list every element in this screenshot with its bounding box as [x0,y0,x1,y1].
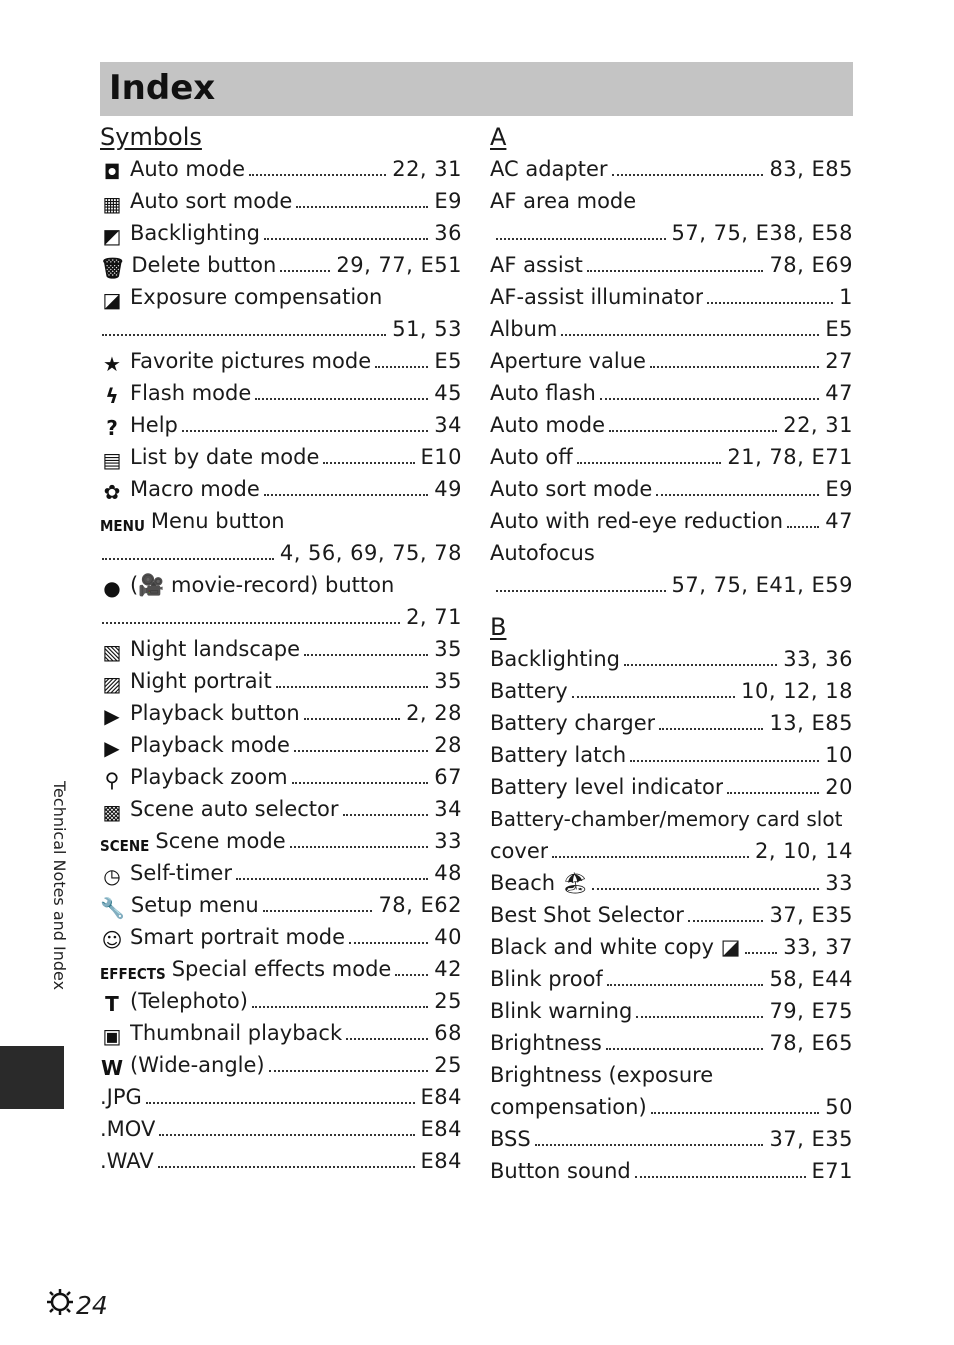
trash-icon: 🗑 [100,256,126,280]
index-entry [100,409,462,441]
index-term: Smart portrait mode [130,925,346,949]
night-portrait-icon: ▨ [102,672,122,696]
dot-leader [158,1165,415,1168]
page-references[interactable]: 57, 75, E38, E58 [671,221,853,245]
index-entry [490,1155,853,1187]
page-references[interactable]: 37, E35 [769,903,853,927]
index-term: (Wide-angle) [130,1053,265,1077]
dot-leader [296,205,428,208]
page-references[interactable]: 83, E85 [769,157,853,181]
index-entry [100,1113,462,1145]
page-references[interactable]: 51, 53 [392,317,462,341]
index-entry [100,793,462,825]
self-timer-icon: ◷ [103,864,121,888]
index-entry [490,835,853,867]
index-term: Thumbnail playback [130,1021,343,1045]
dot-leader [146,1101,415,1104]
dot-leader [561,333,819,336]
index-term: Playback zoom [130,765,288,789]
index-entry [490,1027,853,1059]
index-entry [490,707,853,739]
index-entry [100,1049,462,1081]
night-landscape-icon: ▧ [102,640,122,664]
index-term: (Telephoto) [130,989,248,1013]
playback-icon: ▶ [104,736,120,760]
index-entry [490,675,853,707]
index-term: Brightness (exposure [490,1063,714,1087]
index-entry [490,153,853,185]
section-heading-symbols: Symbols [100,123,202,151]
smile-face-icon: ☺ [101,928,123,952]
dot-leader [249,173,386,176]
index-term: AF area mode [490,189,637,213]
page-references[interactable]: 34 [434,413,462,437]
dot-leader [395,973,428,976]
page-references[interactable]: E9 [825,477,853,501]
index-term: Playback button [130,701,300,725]
index-term: Auto mode [490,413,605,437]
auto-sort-icon: ▦ [102,192,122,216]
a-entry-list [490,153,853,601]
page-references[interactable]: 47 [825,509,853,533]
technical-notes-icon [46,1288,74,1322]
dot-leader [276,685,429,688]
dot-leader [612,173,764,176]
index-entry [490,867,853,899]
dot-leader [656,493,819,496]
index-term: Menu button [150,509,285,533]
index-term: BSS [490,1127,531,1151]
index-term: Macro mode [130,477,260,501]
index-entry [490,739,853,771]
section-heading-b: B [490,613,507,641]
index-entry [490,377,853,409]
page-references[interactable]: 20 [825,775,853,799]
index-entry [490,1123,853,1155]
flash-icon: ϟ [105,384,119,408]
dot-leader [636,1015,763,1018]
page-references[interactable]: 25 [434,989,462,1013]
dot-leader [609,429,777,432]
index-column-right [490,121,853,1187]
dot-leader [592,887,819,890]
index-entry [100,569,462,601]
help-icon: ? [106,416,118,440]
index-entry [100,729,462,761]
index-entry [490,345,853,377]
page-references[interactable]: 33 [434,829,462,853]
dot-leader [290,845,429,848]
index-entry [490,643,853,675]
index-term: Flash mode [130,381,252,405]
page-references[interactable]: 10 [825,743,853,767]
playback-icon: ▶ [104,704,120,728]
index-entry [100,601,462,633]
index-entry [100,857,462,889]
index-term: Setup menu [130,893,259,917]
page-references[interactable]: 78, E69 [769,253,853,277]
index-term: Brightness [490,1031,602,1055]
index-term: Self-timer [130,861,232,885]
dot-leader [159,1133,414,1136]
macro-flower-icon: ✿ [103,480,121,504]
section-heading-a: A [490,123,507,151]
dot-leader [323,461,414,464]
index-term: AF-assist illuminator [490,285,704,309]
page-references[interactable]: E71 [811,1159,853,1183]
dot-leader [606,1047,764,1050]
dot-leader [102,333,386,336]
list-by-date-icon: ▤ [102,448,122,472]
page-references[interactable]: 34 [434,797,462,821]
index-entry [490,537,853,569]
page-number: 24 [76,1290,108,1320]
index-entry [490,505,853,537]
exposure-compensation-icon: ◪ [102,288,122,312]
page-references[interactable]: 36 [434,221,462,245]
index-term: Auto with red-eye reduction [490,509,784,533]
dot-leader [292,781,429,784]
page-references[interactable]: 35 [434,637,462,661]
page-references[interactable]: 2, 10, 14 [754,839,853,863]
index-term: Album [490,317,558,341]
index-entry [490,441,853,473]
index-term: Favorite pictures mode [130,349,372,373]
index-term: Black and white copy ◪ [490,935,741,959]
index-term: Blink warning [490,999,633,1023]
dot-leader [635,1175,806,1178]
index-term: Beach 🏖 [490,871,589,895]
index-term: Auto flash [490,381,596,405]
index-entry [100,1017,462,1049]
page-references[interactable]: E5 [825,317,853,341]
page-references[interactable]: 49 [434,477,462,501]
effects-text-icon: EFFECTS [100,965,166,983]
page-references[interactable]: 67 [434,765,462,789]
dot-leader [304,717,400,720]
page-references[interactable]: 27 [825,349,853,373]
page-references[interactable]: 4, 56, 69, 75, 78 [279,541,462,565]
dot-leader [688,919,764,922]
section-gap [490,601,853,611]
page-references[interactable]: 68 [434,1021,462,1045]
page-references[interactable]: 48 [434,861,462,885]
index-entry [100,185,462,217]
page-references[interactable]: 78, E65 [769,1031,853,1055]
index-entry [100,313,462,345]
wrench-icon: 🔧 [100,896,125,920]
dot-leader [577,461,722,464]
page-references[interactable]: 37, E35 [769,1127,853,1151]
page-references[interactable]: 13, E85 [769,711,853,735]
dot-leader [607,983,764,986]
page-references[interactable]: 47 [825,381,853,405]
index-term: Battery-chamber/memory card slot [490,807,843,831]
page-references[interactable]: 45 [434,381,462,405]
index-entry [100,825,462,857]
record-dot-icon: ● [103,576,121,600]
dot-leader [182,429,428,432]
index-term: Night portrait [130,669,272,693]
page-references[interactable]: 10, 12, 18 [741,679,853,703]
dot-leader [255,397,428,400]
index-entry [100,697,462,729]
index-term: List by date mode [130,445,320,469]
index-term: Delete button [131,253,277,277]
index-term: Special effects mode [171,957,392,981]
index-entry [490,771,853,803]
dot-leader [102,557,274,560]
index-term: Best Shot Selector [490,903,684,927]
page-references[interactable]: 50 [825,1095,853,1119]
dot-leader [600,397,819,400]
index-entry [490,281,853,313]
index-entry [490,185,853,217]
index-column-left [100,121,462,1177]
page-references[interactable]: E84 [420,1117,462,1141]
index-term: Backlighting [130,221,260,245]
index-entry [100,345,462,377]
dot-leader [707,301,833,304]
index-entry [490,313,853,345]
page-references[interactable]: 28 [434,733,462,757]
index-term: Scene auto selector [130,797,339,821]
index-entry [490,569,853,601]
dot-leader [304,653,428,656]
index-term: compensation) [490,1095,647,1119]
index-entry [100,953,462,985]
index-entry [100,761,462,793]
scene-auto-icon: ▩ [102,800,122,824]
index-entry [100,377,462,409]
index-entry [100,537,462,569]
page-references[interactable]: 79, E75 [769,999,853,1023]
page-references[interactable]: 2, 71 [406,605,462,629]
index-term: (🎥 movie-record) button [130,573,395,597]
index-term: Help [130,413,178,437]
page-title: Index [109,68,216,108]
index-term: cover [490,839,549,863]
dot-leader [496,237,666,240]
index-entry [490,803,853,835]
index-entry [100,889,462,921]
index-entry [490,1091,853,1123]
dot-leader [264,493,428,496]
index-term: Backlighting [490,647,620,671]
index-term: Battery latch [490,743,627,767]
index-term: Auto mode [130,157,245,181]
page-references[interactable]: 25 [434,1053,462,1077]
page-references[interactable]: 22, 31 [783,413,853,437]
index-term: Exposure compensation [130,285,383,309]
index-entry [100,281,462,313]
b-entry-list [490,643,853,1187]
dot-leader [572,695,735,698]
page-references[interactable]: 21, 78, E71 [727,445,853,469]
page-references[interactable]: E5 [434,349,462,373]
dot-leader [587,269,764,272]
page-references[interactable]: 58, E44 [769,967,853,991]
page-references[interactable]: 22, 31 [392,157,462,181]
dot-leader [343,813,429,816]
title-bar [100,62,853,116]
index-term: Auto off [490,445,573,469]
dot-leader [552,855,749,858]
index-term: AF assist [490,253,583,277]
dot-leader [727,791,819,794]
index-entry [490,409,853,441]
index-term: Battery charger [490,711,656,735]
index-term: Battery [490,679,568,703]
index-term: Blink proof [490,967,603,991]
wide-angle-icon: W [100,1056,124,1080]
dot-leader [375,365,428,368]
index-entry [490,931,853,963]
page-references[interactable]: 78, E62 [378,893,462,917]
dot-leader [787,525,819,528]
index-entry [490,1059,853,1091]
index-term: .MOV [100,1117,156,1141]
favorite-star-icon: ★ [103,352,121,376]
dot-leader [236,877,428,880]
index-entry [100,633,462,665]
thumbnail-icon: ▣ [102,1024,122,1048]
page-references[interactable]: 33, 36 [783,647,853,671]
dot-leader [349,941,428,944]
dot-leader [346,1037,428,1040]
page-references[interactable]: 42 [434,957,462,981]
index-term: Autofocus [490,541,595,565]
index-term: .JPG [100,1085,142,1109]
page-references[interactable]: E84 [420,1085,462,1109]
dot-leader [659,727,763,730]
index-entry [490,249,853,281]
dot-leader [650,365,819,368]
dot-leader [535,1143,764,1146]
zoom-magnifier-icon: ⚲ [104,768,120,792]
index-entry [100,441,462,473]
backlighting-icon: ◩ [102,224,122,248]
dot-leader [745,951,778,954]
index-entry [490,899,853,931]
index-term: Playback mode [130,733,290,757]
index-entry [100,1145,462,1177]
index-term: .WAV [100,1149,154,1173]
index-entry [100,505,462,537]
dot-leader [630,759,819,762]
index-entry [100,921,462,953]
index-term: Night landscape [130,637,301,661]
dot-leader [263,909,373,912]
dot-leader [496,589,666,592]
page-references[interactable]: E84 [420,1149,462,1173]
index-term: Button sound [490,1159,631,1183]
index-term: Auto sort mode [130,189,293,213]
page-references[interactable]: 2, 28 [406,701,462,725]
page-references[interactable]: 40 [434,925,462,949]
page-references[interactable]: 1 [839,285,853,309]
side-section-label: Technical Notes and Index [50,781,69,991]
dot-leader [269,1069,429,1072]
dot-leader [264,237,428,240]
index-entry [100,249,462,281]
page-references[interactable]: 33 [825,871,853,895]
page-references[interactable]: E9 [434,189,462,213]
dot-leader [102,621,400,624]
index-entry [100,153,462,185]
index-entry [490,963,853,995]
index-term: Battery level indicator [490,775,724,799]
index-entry [100,665,462,697]
dot-leader [624,663,777,666]
symbols-entry-list [100,153,462,1177]
index-entry [100,217,462,249]
telephoto-icon: T [105,992,119,1016]
dot-leader [294,749,428,752]
page-references[interactable]: 33, 37 [783,935,853,959]
camera-auto-icon: ◘ [103,160,121,184]
page-folio [46,1288,108,1322]
page-references[interactable]: E10 [420,445,462,469]
index-term: Auto sort mode [490,477,653,501]
side-thumb-tab[interactable] [0,1046,64,1109]
index-term: AC adapter [490,157,608,181]
dot-leader [651,1111,820,1114]
index-entry [100,1081,462,1113]
page-references[interactable]: 35 [434,669,462,693]
dot-leader [252,1005,428,1008]
page-references[interactable]: 29, 77, E51 [336,253,462,277]
scene-text-icon: SCENE [100,837,150,855]
dot-leader [280,269,330,272]
index-entry [490,473,853,505]
page-references[interactable]: 57, 75, E41, E59 [671,573,853,597]
index-entry [100,473,462,505]
index-entry [490,995,853,1027]
index-term: Aperture value [490,349,646,373]
index-term: Scene mode [155,829,286,853]
menu-icon: MENU [100,517,145,535]
index-entry [490,217,853,249]
